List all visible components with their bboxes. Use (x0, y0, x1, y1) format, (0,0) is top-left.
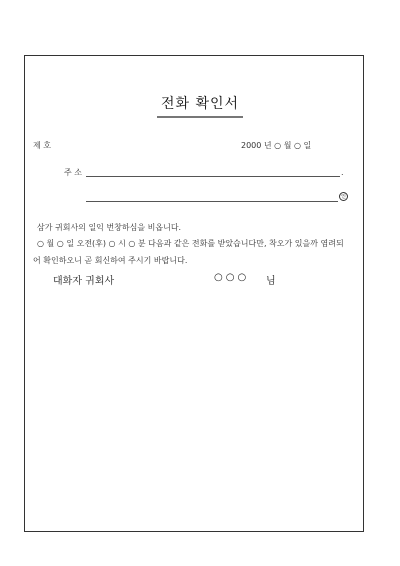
paragraph-line-1: 삼가 귀회사의 일익 번창하심을 비옵니다. (37, 223, 182, 232)
paragraph-line-2: ○ 월 ○ 일 오전(후) ○ 시 ○ 분 다음과 같은 전화를 받았습니다만, 착오가 있을까 염려되 (37, 239, 344, 248)
signature-honorific: 님 (266, 276, 276, 287)
document-date: 2000 년 ○ 월 ○ 일 (241, 141, 312, 150)
document-title-text: 전화 확인서 (157, 93, 243, 118)
document-border (24, 55, 364, 532)
address-line-2 (86, 201, 338, 202)
paragraph-line-3: 어 확인하오니 곧 회신하여 주시기 바랍니다. (33, 256, 188, 265)
address-line-1 (86, 176, 340, 177)
seal-mark: 인 (339, 192, 348, 201)
address-label: 주 소 (64, 168, 82, 177)
signature-name: ○○○ (214, 272, 250, 283)
document-title (0, 93, 400, 118)
signature-label: 대화자 귀회사 (53, 276, 115, 287)
document-number-label: 제 호 (33, 141, 51, 150)
address-end-mark: . (341, 168, 344, 177)
